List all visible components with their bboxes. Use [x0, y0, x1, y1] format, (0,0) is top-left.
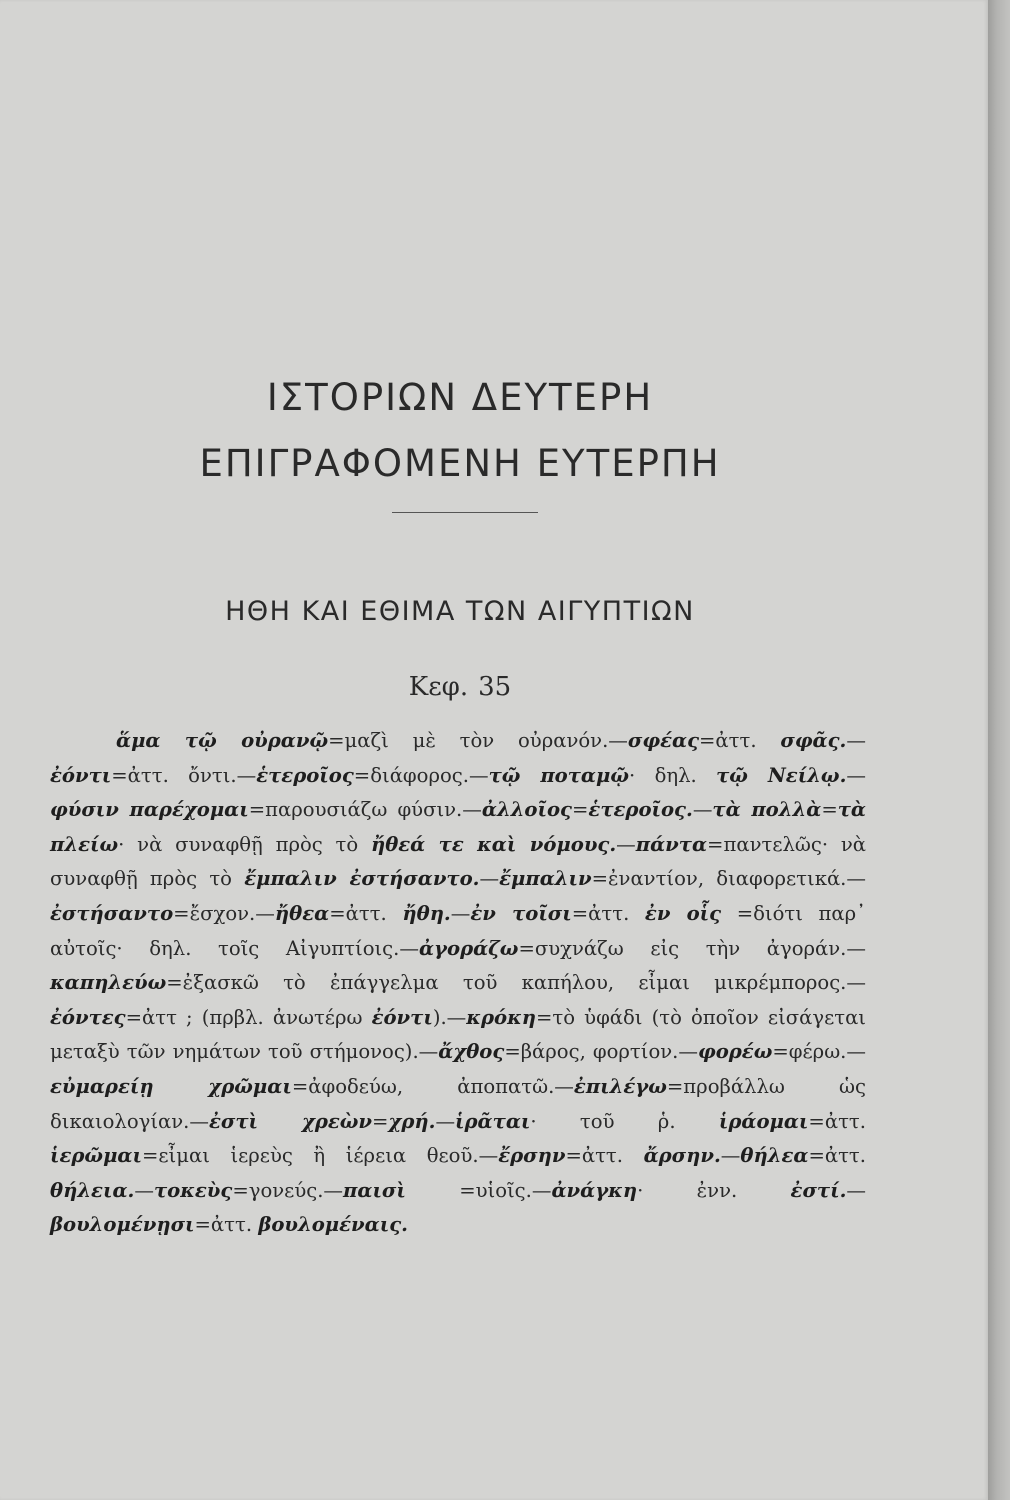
gloss-text: =διάφορος.—: [353, 763, 489, 787]
gloss-text: —: [134, 1178, 154, 1202]
glossed-term: ἔρσην: [498, 1144, 566, 1168]
glossed-term: ἐστήσαντο: [50, 901, 174, 925]
gloss-text: ).—: [432, 1005, 467, 1029]
gloss-text: =παντελῶς· νὰ συναφθῇ πρὸς τὸ: [50, 832, 867, 891]
page-edge: [988, 0, 1010, 1500]
glossed-term: ἅμα τῷ οὐρανῷ: [116, 729, 329, 752]
gloss-text: =διότι παρ᾿ αὐτοῖς· δηλ. τοῖς Αἰγυπτίοις.—: [50, 901, 866, 960]
gloss-text: =: [372, 1109, 389, 1133]
gloss-text: —: [846, 1178, 866, 1202]
glossed-term: ἔμπαλιν ἐστήσαντο.: [244, 867, 480, 891]
glossed-term: τῷ ποταμῷ: [488, 763, 630, 787]
gloss-text: =: [821, 798, 838, 822]
gloss-text: · τοῦ ῥ.: [530, 1109, 719, 1133]
glossed-term: κρόκη: [466, 1005, 536, 1029]
gloss-text: —: [435, 1109, 456, 1133]
book-title-line-2: ΕΠΙΓΡΑΦΟΜΕΝΗ ΕΥΤΕΡΠΗ: [199, 442, 721, 485]
glossed-term: ἔμπαλιν: [499, 867, 592, 891]
gloss-text: =ἀττ.: [808, 1144, 866, 1168]
gloss-text: —: [616, 832, 636, 856]
gloss-text: =τὸ ὑφάδι (τὸ ὁποῖον εἰσάγεται μεταξὺ τῶν νημάτων τοῦ στήμονος).—: [50, 1005, 866, 1064]
gloss-text: · δηλ.: [629, 763, 717, 787]
glossed-term: θήλεια.: [50, 1178, 135, 1202]
glossed-term: ἤθεά τε καὶ νόμους.: [370, 832, 617, 856]
glossed-term: φύσιν παρέχομαι: [50, 798, 249, 822]
commentary-paragraph: [50, 724, 866, 1243]
gloss-text: =ἔσχον.—: [173, 901, 275, 925]
glossed-term: ἐστί.: [790, 1178, 847, 1202]
glossed-term: ἄχθος: [438, 1040, 505, 1064]
glossed-term: χρή.: [388, 1109, 436, 1133]
glossed-term: ἱράομαι: [718, 1109, 809, 1133]
glossed-term: εὐμαρείῃ χρῶμαι: [50, 1074, 292, 1098]
gloss-text: —: [479, 867, 500, 891]
chapter-label: Κεφ.: [408, 672, 469, 702]
gloss-text: · νὰ συναφθῇ πρὸς τὸ: [118, 832, 371, 856]
gloss-text: =ἀττ.: [699, 729, 781, 752]
gloss-text: =ἀττ.: [571, 901, 645, 925]
glossed-term: ἄρσην.: [643, 1144, 721, 1168]
glossed-term: ἤθεα: [274, 901, 330, 925]
glossed-term: ἱρᾶται: [455, 1109, 531, 1133]
gloss-text: =υἱοῖς.—: [405, 1178, 552, 1202]
gloss-text: =γονεύς.—: [232, 1178, 344, 1202]
glossed-term: ἤθη.: [402, 901, 451, 925]
gloss-text: =ἀφοδεύω, ἀποπατῶ.—: [291, 1074, 574, 1098]
title-divider: [392, 512, 538, 513]
gloss-text: =ἀττ.: [808, 1109, 866, 1133]
gloss-text: =ἐναντίον, διαφορετικά.—: [591, 867, 867, 891]
glossed-term: τὰ πολλὰ: [712, 798, 822, 822]
chapter-heading: [0, 672, 920, 702]
glossed-term: παισὶ: [343, 1178, 406, 1202]
gloss-text: =ἐξασκῶ τὸ ἐπάγγελμα τοῦ καπήλου, εἶμαι μικρέμπορος.—: [166, 971, 866, 995]
gloss-text: —: [450, 901, 471, 925]
gloss-text: —: [846, 729, 866, 752]
gloss-text: =ἀττ.: [329, 901, 403, 925]
glossed-term: ἱερῶμαι: [50, 1144, 142, 1168]
gloss-text: =μαζὶ μὲ τὸν οὐρανόν.—: [328, 729, 628, 752]
glossed-term: ἑτεροῖος.: [588, 798, 693, 822]
glossed-term: ἐόντες: [50, 1005, 126, 1029]
glossed-term: πάντα: [635, 832, 708, 856]
gloss-text: =ἀττ ; (πρβλ. ἀνωτέρω: [125, 1005, 372, 1029]
gloss-text: =παρουσιάζω φύσιν.—: [248, 798, 482, 822]
glossed-term: τῷ Νείλῳ.: [716, 763, 847, 787]
glossed-term: ἑτεροῖος: [256, 763, 354, 787]
gloss-text: —: [692, 798, 713, 822]
glossed-term: φορέω: [697, 1040, 773, 1064]
gloss-text: · ἐνν.: [637, 1178, 791, 1202]
glossed-term: βουλομένῃσι: [50, 1213, 195, 1237]
gloss-text: =συχνάζω εἰς τὴν ἀγοράν.—: [518, 936, 866, 960]
chapter-number: 35: [478, 672, 512, 702]
glossed-term: ἀλλοῖος: [481, 798, 572, 822]
gloss-text: —: [720, 1144, 741, 1168]
book-title-line-1: ΙΣΤΟΡΙΩΝ ΔΕΥΤΕΡΗ: [266, 376, 654, 419]
glossed-term: ἐόντι: [371, 1005, 433, 1029]
glossed-term: τοκεὺς: [153, 1178, 233, 1202]
gloss-text: =προβάλλω ὡς δικαιολογίαν.—: [50, 1074, 866, 1133]
section-title: ΗΘΗ ΚΑΙ ΕΘΙΜΑ ΤΩΝ ΑΙΓΥΠΤΙΩΝ: [225, 596, 695, 627]
glossed-term: ἐόντι: [50, 763, 112, 787]
glossed-term: ἐν τοῖσι: [470, 901, 572, 925]
glossed-term: ἐπιλέγω: [573, 1074, 667, 1098]
glossed-term: ἐν οἷς: [644, 901, 722, 925]
gloss-text: —: [846, 763, 866, 787]
gloss-text: =βάρος, φορτίον.—: [504, 1040, 698, 1064]
glossed-term: τὰ πλείω: [50, 798, 866, 856]
glossed-term: καπηλεύω: [50, 971, 167, 995]
glossed-term: ἀνάγκη: [551, 1178, 638, 1202]
glossed-term: θήλεα: [740, 1144, 809, 1168]
gloss-text: =ἀττ.: [194, 1213, 259, 1237]
glossed-term: ἐστὶ χρεὼν: [209, 1109, 373, 1133]
gloss-text: =ἀττ. ὄντι.—: [111, 763, 257, 787]
glossed-term: σφᾶς.: [780, 729, 847, 752]
glossed-term: βουλομέναις.: [258, 1213, 408, 1237]
gloss-text: =εἶμαι ἱερεὺς ἢ ἱέρεια θεοῦ.—: [141, 1144, 499, 1168]
gloss-text: =ἀττ.: [565, 1144, 644, 1168]
gloss-text: =: [571, 798, 589, 822]
glossed-term: ἀγοράζω: [418, 936, 519, 960]
glossed-term: σφέας: [627, 729, 700, 752]
gloss-text: =φέρω.—: [772, 1040, 866, 1064]
